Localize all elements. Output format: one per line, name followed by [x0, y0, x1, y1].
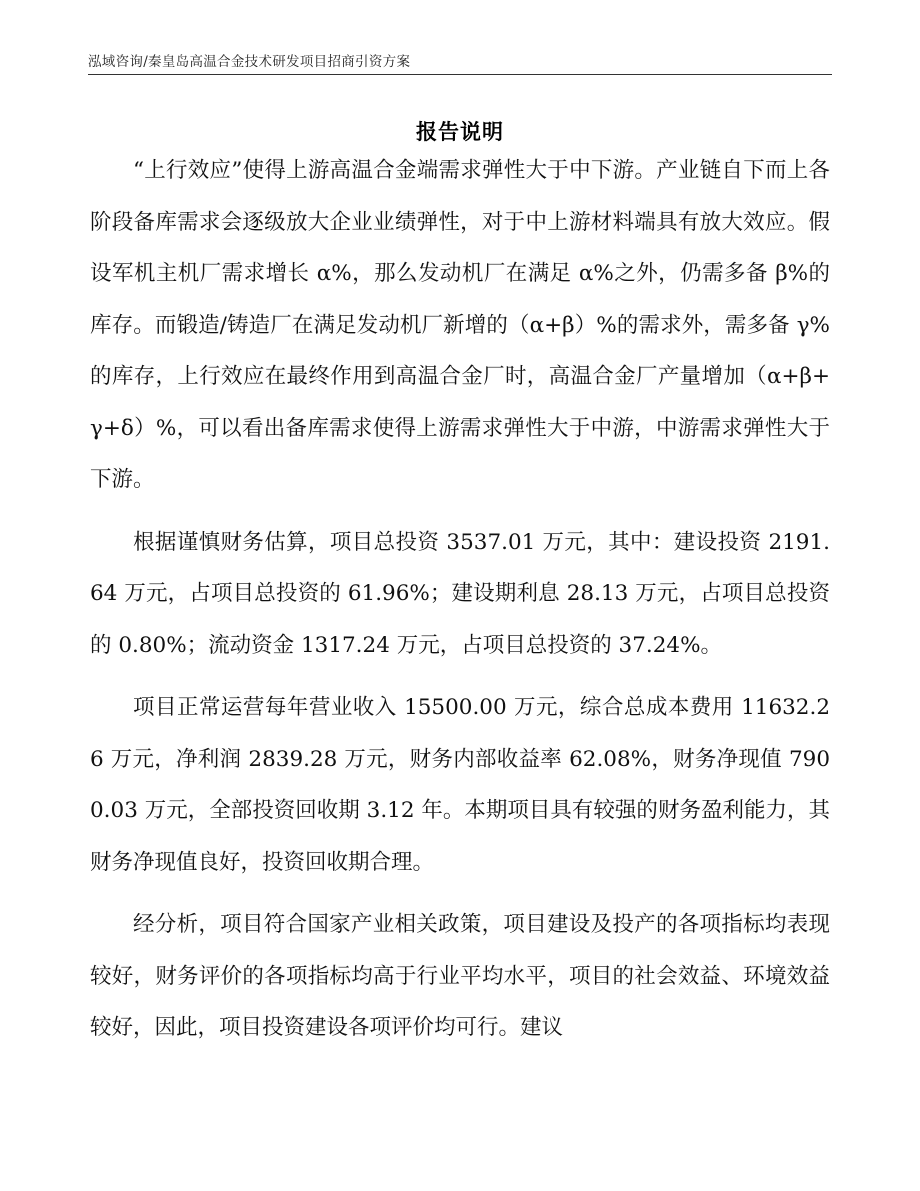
page-title: 报告说明: [416, 119, 504, 144]
document-body: [90, 145, 830, 1054]
running-header: 泓域咨询/秦皇岛高温合金技术研发项目招商引资方案: [88, 54, 411, 70]
paragraph-investment-estimate: 根据谨慎财务估算，项目总投资 3537.01 万元，其中：建设投资 2191.64 万元，占项目总投资的 61.96%；建设期利息 28.13 万元，占项目总投资的 0.80%；流动资金 1317.24 万元，占项目总投资的 37.24%。: [90, 529, 830, 658]
header-divider: [88, 74, 832, 75]
paragraph-conclusion: 经分析，项目符合国家产业相关政策，项目建设及投产的各项指标均表现较好，财务评价的各项指标均高于行业平均水平，项目的社会效益、环境效益较好，因此，项目投资建设各项评价均可行。建议: [90, 912, 830, 1040]
paragraph-financial-indicators: 项目正常运营每年营业收入 15500.00 万元，综合总成本费用 11632.26 万元，净利润 2839.28 万元，财务内部收益率 62.08%，财务净现值 7900.03 万元，全部投资回收期 3.12 年。本期项目具有较强的财务盈利能力，其财务净现值良好，投资回收期合理。: [90, 695, 830, 875]
paragraph-upstream-effect: “上行效应”使得上游高温合金端需求弹性大于中下游。产业链自下而上各阶段备库需求会逐级放大企业业绩弹性，对于中上游材料端具有放大效应。假设军机主机厂需求增长 α%，那么发动机厂在满足 α%之外，仍需多备 β%的库存。而锻造/铸造厂在满足发动机厂新增的（α+β）%的需求外，需多备 γ%的库存，上行效应在最终作用到高温合金厂时，高温合金厂产量增加（α+β+γ+δ）%，可以看出备库需求使得上游需求弹性大于中游，中游需求弹性大于下游。: [90, 158, 830, 492]
